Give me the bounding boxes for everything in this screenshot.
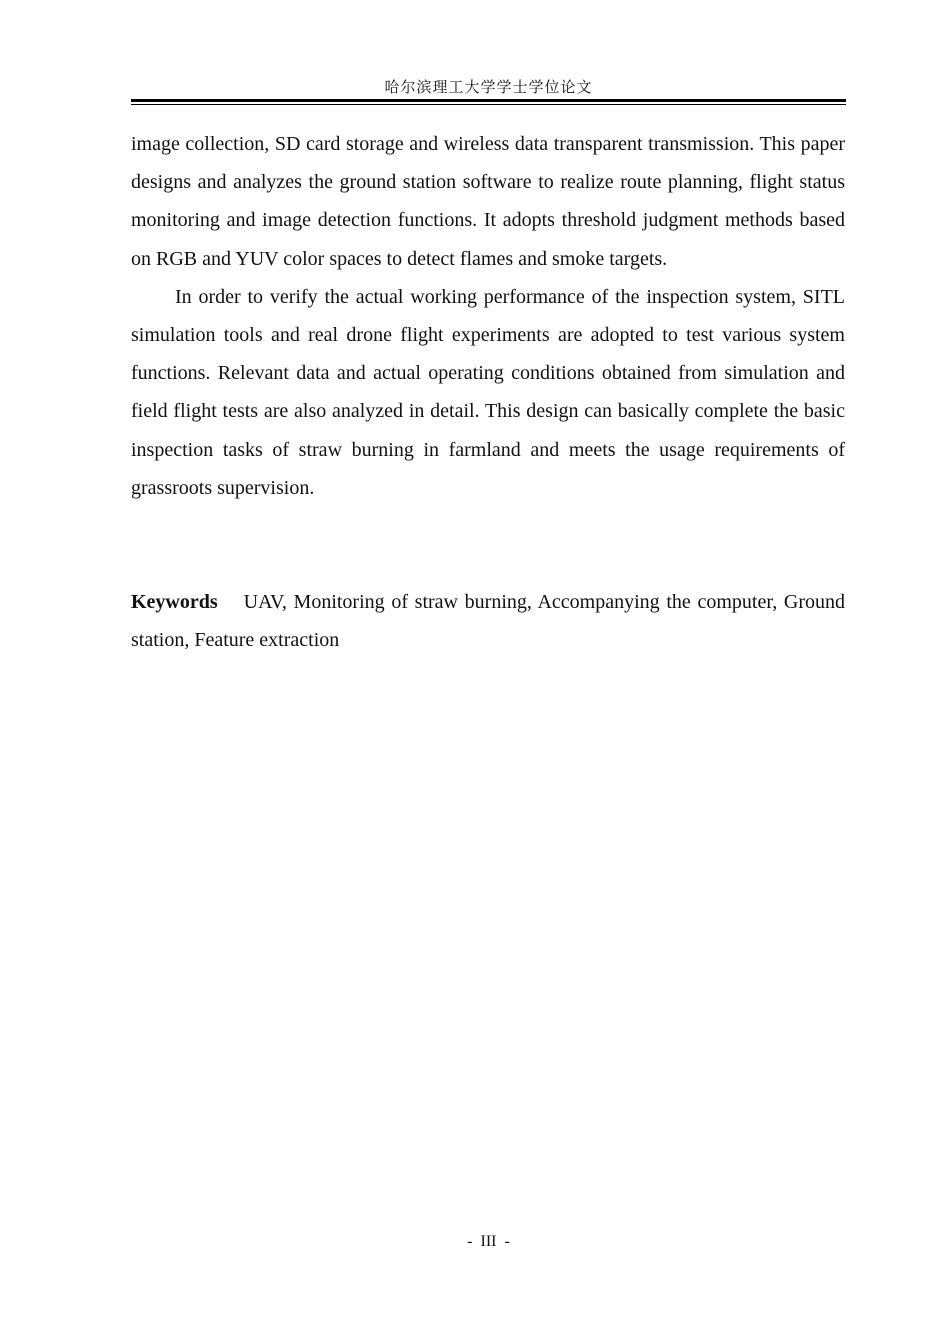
header-rule-thin — [131, 104, 846, 105]
keywords-text: UAV, Monitoring of straw burning, Accompanying the computer, Ground station, Feature extraction — [131, 591, 845, 652]
keywords-label: Keywords — [131, 591, 218, 613]
running-header: 哈尔滨理工大学学士学位论文 — [384, 80, 593, 96]
header-rule-thick — [131, 99, 846, 102]
page-number-text: - III - — [467, 1233, 510, 1250]
page-number — [131, 1232, 846, 1252]
abstract-paragraph: In order to verify the actual working performance of the inspection system, SITL simulation tools and real drone flight experiments are adopted to test various system functions. Relevant data and actual operating conditions obtained from simulation and field flight tests are also analyzed in detail. This design can basically complete the basic inspection tasks of straw burning in farmland and meets the usage requirements of grassroots supervision. — [131, 285, 845, 499]
abstract-paragraph-continued: image collection, SD card storage and wireless data transparent transmission. This paper designs and analyzes the ground station software to realize route planning, flight status monitoring and image detection functions. It adopts threshold judgment methods based on RGB and YUV color spaces to detect flames and smoke targets. — [131, 133, 845, 270]
abstract-body — [131, 125, 845, 507]
keywords-block — [131, 583, 845, 659]
